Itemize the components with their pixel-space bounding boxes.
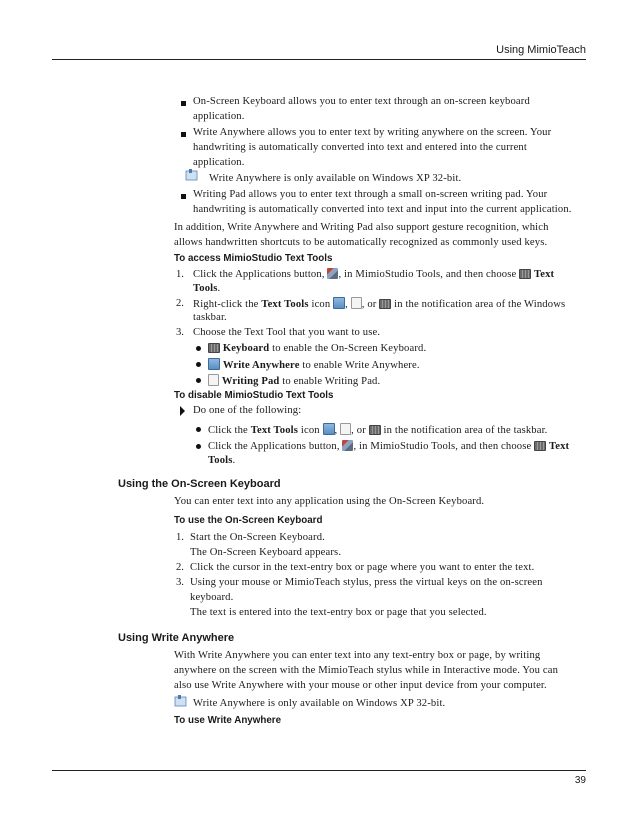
keyboard-icon <box>534 441 546 451</box>
option-writing-pad: Writing Pad to enable Writing Pad. <box>208 374 380 389</box>
option-keyboard: Keyboard to enable the On-Screen Keyboard. <box>208 342 426 356</box>
header-divider <box>52 59 586 60</box>
keyboard-icon <box>519 269 531 279</box>
step-number: 1. <box>176 532 184 543</box>
writing-pad-icon <box>208 374 219 386</box>
page-header-title: Using MimioTeach <box>496 44 586 56</box>
keyboard-step3-line2: keyboard. <box>190 592 234 603</box>
keyboard-icon <box>208 343 220 353</box>
step-number: 3. <box>176 327 184 338</box>
keyboard-step1: Start the On-Screen Keyboard. <box>190 532 325 543</box>
keyboard-step3-result: The text is entered into the text-entry box or page that you selected. <box>190 607 487 618</box>
procedure-heading-disable: To disable MimioStudio Text Tools <box>174 390 334 401</box>
write-anywhere-paragraph-line2: anywhere on the screen with the MimioTeach stylus while in Interactive mode. You can <box>174 665 559 676</box>
square-bullet <box>181 132 186 137</box>
keyboard-step1-result: The On-Screen Keyboard appears. <box>190 547 342 558</box>
bullet-write-anywhere-line3: application. <box>193 157 245 168</box>
note-write-anywhere-xp: Write Anywhere is only available on Windows XP 32-bit. <box>193 698 446 709</box>
bullet-write-anywhere-line1: Write Anywhere allows you to enter text by writing anywhere on the screen. Your <box>193 127 552 138</box>
writing-pad-icon <box>351 297 362 309</box>
access-step1-line2: Tools. <box>193 283 221 294</box>
disable-option-applications-line2: Tools. <box>208 455 236 466</box>
option-write-anywhere: Write Anywhere to enable Write Anywhere. <box>208 358 420 373</box>
section-title-write-anywhere: Using Write Anywhere <box>118 632 235 644</box>
round-bullet <box>196 378 201 383</box>
single-step-arrow-icon <box>180 406 185 416</box>
applications-button-icon <box>327 268 338 279</box>
note-icon <box>174 695 188 707</box>
write-anywhere-icon <box>323 423 335 435</box>
disable-step: Do one of the following: <box>193 405 302 416</box>
procedure-heading-access: To access MimioStudio Text Tools <box>174 253 333 264</box>
access-step2-line1: Right-click the Text Tools icon , , or in the notification area of the Windows <box>193 299 566 310</box>
note-icon <box>185 169 199 181</box>
bullet-writing-pad-line2: handwriting is automatically converted into text and input into the current application. <box>193 204 572 215</box>
access-step3: Choose the Text Tool that you want to use. <box>193 327 381 338</box>
keyboard-section-paragraph: You can enter text into any application using the On-Screen Keyboard. <box>174 496 485 507</box>
applications-button-icon <box>342 440 353 451</box>
write-anywhere-icon <box>208 358 220 370</box>
write-anywhere-paragraph-line1: With Write Anywhere you can enter text into any text-entry box or page, by writing <box>174 650 541 661</box>
access-step2-line2: taskbar. <box>193 312 227 323</box>
bullet-onscreen-keyboard-line2: application. <box>193 111 245 122</box>
round-bullet <box>196 346 201 351</box>
note-write-anywhere-xp: Write Anywhere is only available on Windows XP 32-bit. <box>209 173 462 184</box>
bullet-onscreen-keyboard-line1: On-Screen Keyboard allows you to enter text through an on-screen keyboard <box>193 96 530 107</box>
bullet-writing-pad-line1: Writing Pad allows you to enter text through a small on-screen writing pad. Your <box>193 189 548 200</box>
access-step1-line1: Click the Applications button, , in MimioStudio Tools, and then choose Text <box>193 269 555 280</box>
gesture-paragraph-line2: allows handwritten shortcuts to be automatically recognized as commonly used keys. <box>174 237 548 248</box>
round-bullet <box>196 444 201 449</box>
section-title-onscreen-keyboard: Using the On-Screen Keyboard <box>118 478 281 490</box>
writing-pad-icon <box>340 423 351 435</box>
procedure-heading-use-keyboard: To use the On-Screen Keyboard <box>174 515 323 526</box>
step-number: 1. <box>176 269 184 280</box>
disable-option-text-tools: Click the Text Tools icon , , or in the notification area of the taskbar. <box>208 425 548 436</box>
keyboard-icon <box>369 425 381 435</box>
keyboard-step3-line1: Using your mouse or MimioTeach stylus, press the virtual keys on the on-screen <box>190 577 543 588</box>
keyboard-step2: Click the cursor in the text-entry box or page where you want to enter the text. <box>190 562 535 573</box>
round-bullet <box>196 427 201 432</box>
square-bullet <box>181 101 186 106</box>
page-number: 39 <box>574 775 586 786</box>
procedure-heading-use-write-anywhere: To use Write Anywhere <box>174 715 282 726</box>
gesture-paragraph-line1: In addition, Write Anywhere and Writing Pad also support gesture recognition, which <box>174 222 549 233</box>
step-number: 2. <box>176 562 184 573</box>
step-number: 2. <box>176 298 184 309</box>
step-number: 3. <box>176 577 184 588</box>
write-anywhere-paragraph-line3: also use Write Anywhere with your mouse or other input device from your computer. <box>174 680 547 691</box>
round-bullet <box>196 362 201 367</box>
footer-divider <box>52 770 586 771</box>
square-bullet <box>181 194 186 199</box>
write-anywhere-icon <box>333 297 345 309</box>
keyboard-icon <box>379 299 391 309</box>
bullet-write-anywhere-line2: handwriting is automatically converted into text and entered into the current <box>193 142 527 153</box>
disable-option-applications-line1: Click the Applications button, , in MimioStudio Tools, and then choose Text <box>208 441 570 452</box>
